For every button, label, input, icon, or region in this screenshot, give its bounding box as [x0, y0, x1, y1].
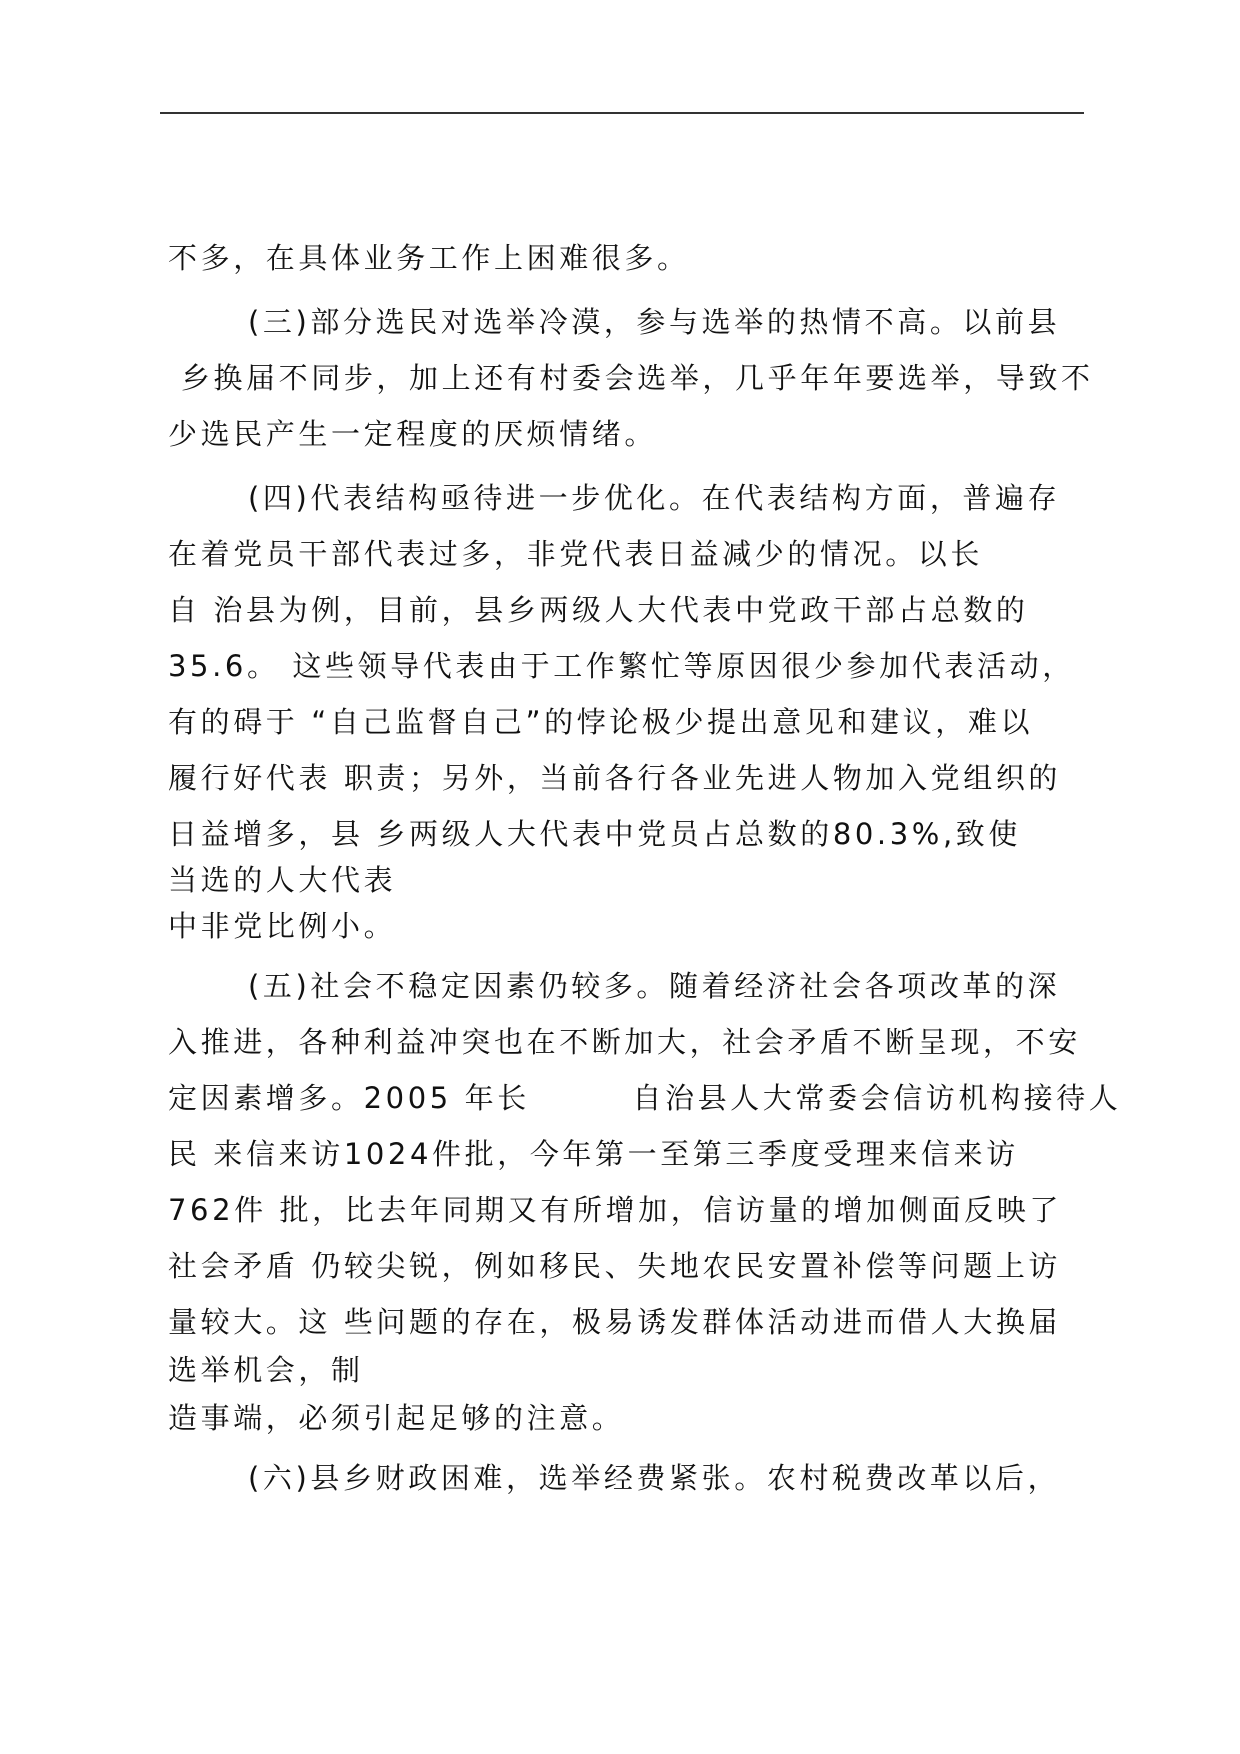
paragraph-3-heading-line: (三)部分选民对选举冷漠，参与选举的热情不高。以前县 — [248, 305, 1061, 339]
text-line: 有的碍于 “自己监督自己”的悖论极少提出意见和建议，难以 — [168, 705, 1034, 739]
text-line: 当选的人大代表 — [168, 863, 397, 897]
header-rule — [160, 112, 1084, 114]
text-line: 乡换届不同步，加上还有村委会选举，几乎年年要选举，导致不 — [168, 361, 1094, 395]
text-line: 日益增多，县 乡两级人大代表中党员占总数的80.3%,致使 — [168, 817, 1021, 851]
paragraph-4-heading-line: (四)代表结构亟待进一步优化。在代表结构方面，普遍存 — [248, 481, 1061, 515]
text-line: 民 来信来访1024件批，今年第一至第三季度受理来信来访 — [168, 1137, 1019, 1171]
text-line: 少选民产生一定程度的厌烦情绪。 — [168, 417, 658, 451]
text-line: 选举机会，制 — [168, 1353, 364, 1387]
text-line: 自 治县为例，目前，县乡两级人大代表中党政干部占总数的 — [168, 593, 1029, 627]
text-line: 762件 批，比去年同期又有所增加，信访量的增加侧面反映了 — [168, 1193, 1062, 1227]
text-line: 造事端，必须引起足够的注意。 — [168, 1401, 625, 1435]
text-line: 定因素增多。2005 年长 自治县人大常委会信访机构接待人 — [168, 1081, 1122, 1115]
paragraph-6-heading-line: (六)县乡财政困难，选举经费紧张。农村税费改革以后， — [248, 1461, 1061, 1495]
text-line: 不多，在具体业务工作上困难很多。 — [168, 241, 690, 275]
text-line: 社会矛盾 仍较尖锐，例如移民、失地农民安置补偿等问题上访 — [168, 1249, 1062, 1283]
text-line: 在着党员干部代表过多，非党代表日益减少的情况。以长 — [168, 537, 984, 571]
text-line: 量较大。这 些问题的存在，极易诱发群体活动进而借人大换届 — [168, 1305, 1062, 1339]
text-line: 入推进，各种利益冲突也在不断加大，社会矛盾不断呈现，不安 — [168, 1025, 1081, 1059]
text-line: 履行好代表 职责；另外，当前各行各业先进人物加入党组织的 — [168, 761, 1062, 795]
paragraph-5-heading-line: (五)社会不稳定因素仍较多。随着经济社会各项改革的深 — [248, 969, 1061, 1003]
text-line: 35.6。 这些领导代表由于工作繁忙等原因很少参加代表活动， — [168, 649, 1075, 683]
text-line: 中非党比例小。 — [168, 909, 397, 943]
